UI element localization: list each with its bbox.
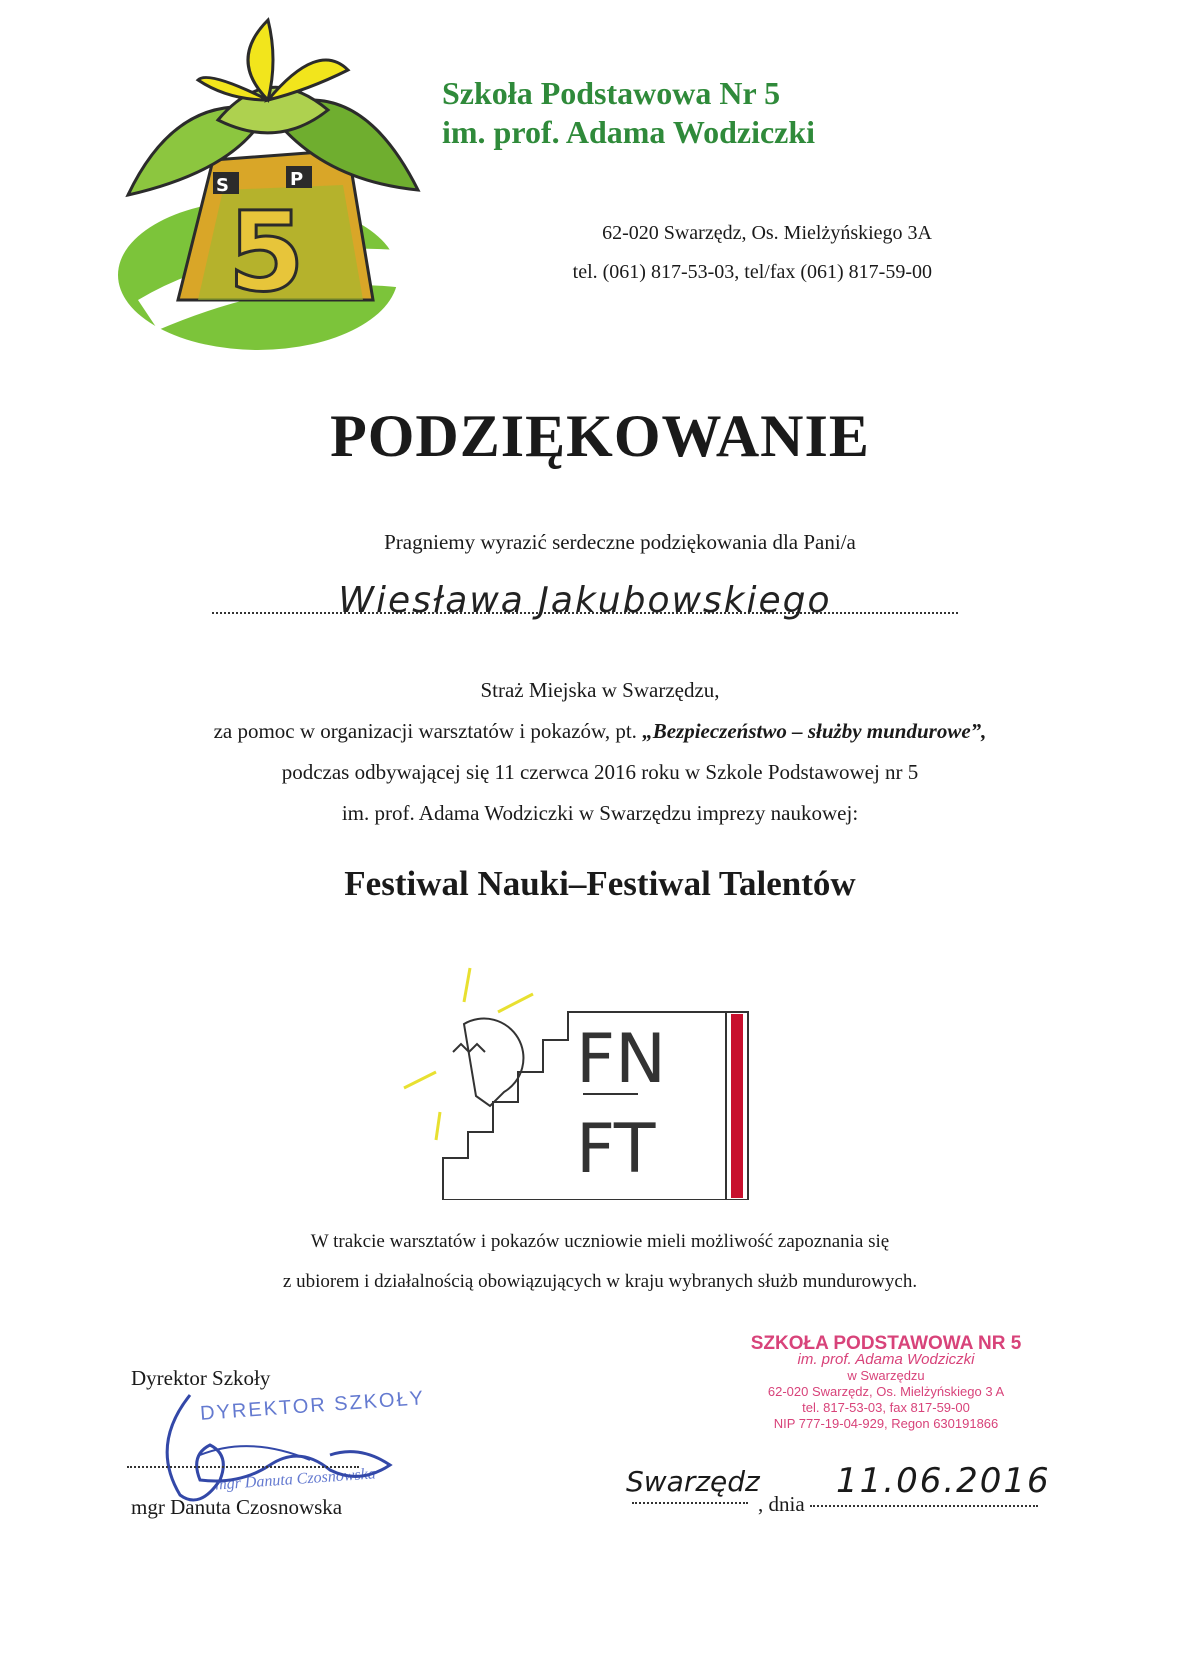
stamp-line5: tel. 817-53-03, fax 817-59-00 bbox=[802, 1400, 970, 1415]
body-line1: Straż Miejska w Swarzędzu, bbox=[480, 678, 720, 702]
date-handwritten: 11.06.2016 bbox=[836, 1461, 1051, 1501]
intro-text: Pragniemy wyrazić serdeczne podziękowania dla Pani/a bbox=[384, 530, 856, 554]
svg-text:5: 5 bbox=[228, 188, 305, 316]
stamp-line4: 62-020 Swarzędz, Os. Mielżyńskiego 3 A bbox=[767, 1384, 1005, 1399]
closing-line2: z ubiorem i działalnością obowiązujących w kraju wybranych służb mundurowych. bbox=[282, 1271, 918, 1292]
school-name-line2: im. prof. Adama Wodziczki bbox=[442, 114, 816, 150]
body-line2-prefix: za pomoc w organizacji warsztatów i pokazów, pt. bbox=[213, 719, 637, 743]
fn-text: FN bbox=[576, 1020, 666, 1099]
body-line3: podczas odbywającej się 11 czerwca 2016 roku w Szkole Podstawowej nr 5 bbox=[281, 760, 919, 784]
closing-text bbox=[0, 1222, 1200, 1302]
recipient-handwritten: Wiesława Jakubowskiego bbox=[338, 580, 832, 621]
body-text bbox=[0, 670, 1200, 834]
director-name: mgr Danuta Czosnowska bbox=[131, 1495, 343, 1519]
director-stamp-name: mgr Danuta Czosnowska bbox=[214, 1465, 377, 1494]
place-handwritten: Swarzędz bbox=[626, 1465, 760, 1498]
festival-logo bbox=[398, 962, 808, 1200]
school-address bbox=[480, 214, 932, 292]
festival-name: Festiwal Nauki–Festiwal Talentów bbox=[344, 864, 856, 903]
phone-line: tel. (061) 817-53-03, tel/fax (061) 817-59-00 bbox=[572, 261, 932, 283]
school-logo bbox=[118, 0, 438, 360]
event-title: „Bezpieczeństwo – służby mundurowe”, bbox=[642, 719, 987, 743]
stamp-line2: im. prof. Adama Wodziczki bbox=[797, 1351, 975, 1368]
svg-text:P: P bbox=[290, 169, 304, 190]
place-dotted-line bbox=[632, 1502, 748, 1504]
date-dotted-line bbox=[810, 1505, 1038, 1507]
stamp-line3: w Swarzędzu bbox=[847, 1368, 925, 1383]
school-stamp bbox=[736, 1333, 1036, 1432]
body-line4: im. prof. Adama Wodziczki w Swarzędzu imprezy naukowej: bbox=[341, 801, 859, 825]
stamp-line1: SZKOŁA PODSTAWOWA NR 5 bbox=[750, 1333, 1022, 1354]
dnia-label: , dnia bbox=[758, 1492, 805, 1516]
body-line2 bbox=[0, 711, 1200, 752]
director-stamp-role: DYREKTOR SZKOŁY bbox=[199, 1387, 426, 1425]
stamp-line6: NIP 777-19-04-929, Regon 630191866 bbox=[773, 1416, 999, 1431]
school-name bbox=[442, 74, 815, 152]
svg-text:S: S bbox=[216, 175, 229, 196]
address-line: 62-020 Swarzędz, Os. Mielżyńskiego 3A bbox=[602, 222, 932, 244]
director-dotted-line bbox=[127, 1466, 359, 1468]
ft-text: FT bbox=[576, 1110, 656, 1189]
document-title: PODZIĘKOWANIE bbox=[330, 403, 870, 469]
director-role: Dyrektor Szkoły bbox=[131, 1366, 271, 1390]
school-name-line1: Szkoła Podstawowa Nr 5 bbox=[442, 75, 781, 111]
closing-line1: W trakcie warsztatów i pokazów uczniowie mieli możliwość zapoznania się bbox=[310, 1231, 890, 1252]
